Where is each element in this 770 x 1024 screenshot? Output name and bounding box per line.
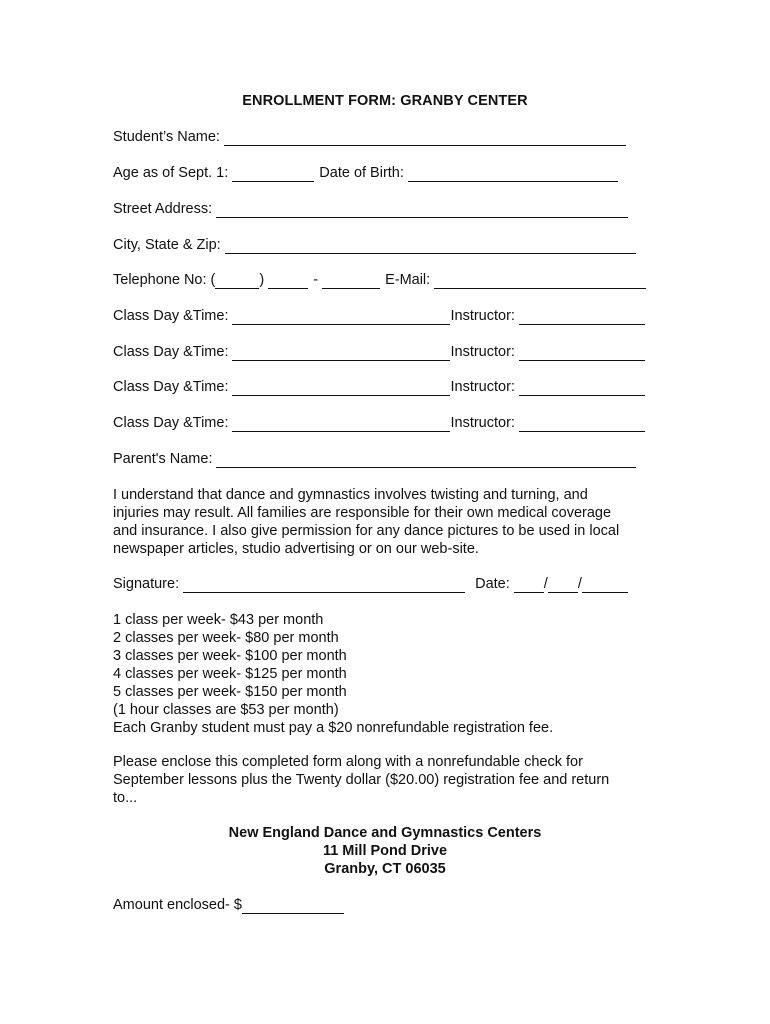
signature-field[interactable] — [183, 577, 465, 593]
pricing-item: 3 classes per week- $100 per month — [113, 648, 347, 664]
age-dob-row — [113, 164, 618, 182]
waiver-line: and insurance. I also give permission for any dance pictures to be used in local — [113, 523, 620, 539]
class-row — [113, 414, 645, 432]
date-year-field[interactable] — [582, 577, 628, 593]
class-day-time-label: Class Day &Time: — [113, 344, 229, 360]
age-field[interactable] — [232, 166, 314, 182]
phone-line-field[interactable] — [322, 273, 380, 289]
telephone-paren-close: ) — [259, 272, 265, 288]
date-day-field[interactable] — [548, 577, 578, 593]
class-day-time-label: Class Day &Time: — [113, 379, 229, 395]
student-name-field[interactable] — [224, 130, 626, 146]
street-label: Street Address: — [113, 201, 213, 217]
pricing-note: (1 hour classes are $53 per month) — [113, 702, 339, 718]
class-row — [113, 307, 645, 325]
date-month-field[interactable] — [514, 577, 544, 593]
street-field[interactable] — [216, 202, 628, 218]
pricing-item: 4 classes per week- $125 per month — [113, 666, 347, 682]
date-separator: / — [543, 576, 548, 592]
form-title: ENROLLMENT FORM: GRANBY CENTER — [242, 93, 528, 109]
parent-name-field[interactable] — [216, 452, 636, 468]
instructor-label: Instructor: — [450, 415, 515, 431]
date-label: Date: — [475, 576, 510, 592]
instructions-paragraph — [113, 753, 648, 807]
instructor-field[interactable] — [519, 416, 645, 432]
class-day-time-field[interactable] — [232, 416, 450, 432]
instructor-field[interactable] — [519, 309, 645, 325]
pricing-item: 1 class per week- $43 per month — [113, 612, 324, 628]
telephone-row — [113, 271, 646, 289]
instructor-label: Instructor: — [450, 379, 515, 395]
waiver-line: injuries may result. All families are responsible for their own medical coverage — [113, 505, 612, 521]
address-city: Granby, CT 06035 — [324, 861, 446, 877]
instructions-line: September lessons plus the Twenty dollar ($20.00) registration fee and return — [113, 772, 610, 788]
amount-field[interactable] — [242, 898, 344, 914]
age-label: Age as of Sept. 1: — [113, 165, 229, 181]
instructions-line: to... — [113, 790, 138, 806]
phone-prefix-field[interactable] — [268, 273, 308, 289]
city-label: City, State & Zip: — [113, 237, 221, 253]
pricing-item: 2 classes per week- $80 per month — [113, 630, 339, 646]
city-field[interactable] — [225, 238, 636, 254]
class-day-time-label: Class Day &Time: — [113, 308, 229, 324]
street-row — [113, 200, 628, 218]
email-field[interactable] — [434, 273, 646, 289]
dob-label: Date of Birth: — [319, 165, 404, 181]
instructor-label: Instructor: — [450, 344, 515, 360]
date-separator: / — [577, 576, 582, 592]
registration-fee-note: Each Granby student must pay a $20 nonrefundable registration fee. — [113, 720, 554, 736]
class-day-time-field[interactable] — [232, 345, 450, 361]
instructor-label: Instructor: — [450, 308, 515, 324]
mailing-address — [0, 824, 770, 878]
city-row — [113, 236, 636, 254]
address-street: 11 Mill Pond Drive — [322, 843, 448, 859]
address-name: New England Dance and Gymnastics Centers — [228, 825, 542, 841]
class-day-time-field[interactable] — [232, 309, 450, 325]
class-day-time-field[interactable] — [232, 380, 450, 396]
instructor-field[interactable] — [519, 345, 645, 361]
class-row — [113, 378, 645, 396]
pricing-list — [113, 611, 648, 737]
student-name-row — [113, 128, 626, 146]
class-day-time-label: Class Day &Time: — [113, 415, 229, 431]
amount-row — [113, 896, 344, 914]
telephone-dash: - — [313, 272, 319, 288]
area-code-field[interactable] — [215, 273, 259, 289]
class-row — [113, 343, 645, 361]
amount-label: Amount enclosed- $ — [113, 897, 242, 913]
instructor-field[interactable] — [519, 380, 645, 396]
parent-name-row — [113, 450, 636, 468]
telephone-label: Telephone No: ( — [113, 272, 216, 288]
instructions-line: Please enclose this completed form along with a nonrefundable check for — [113, 754, 583, 770]
student-name-label: Student’s Name: — [113, 129, 220, 145]
waiver-paragraph — [113, 486, 648, 558]
signature-row — [113, 575, 628, 593]
parent-name-label: Parent's Name: — [113, 451, 213, 467]
waiver-line: I understand that dance and gymnastics involves twisting and turning, and — [113, 487, 588, 503]
signature-label: Signature: — [113, 576, 180, 592]
dob-field[interactable] — [408, 166, 618, 182]
email-label: E-Mail: — [385, 272, 431, 288]
waiver-line: newspaper articles, studio advertising or on our web-site. — [113, 541, 479, 557]
pricing-item: 5 classes per week- $150 per month — [113, 684, 347, 700]
